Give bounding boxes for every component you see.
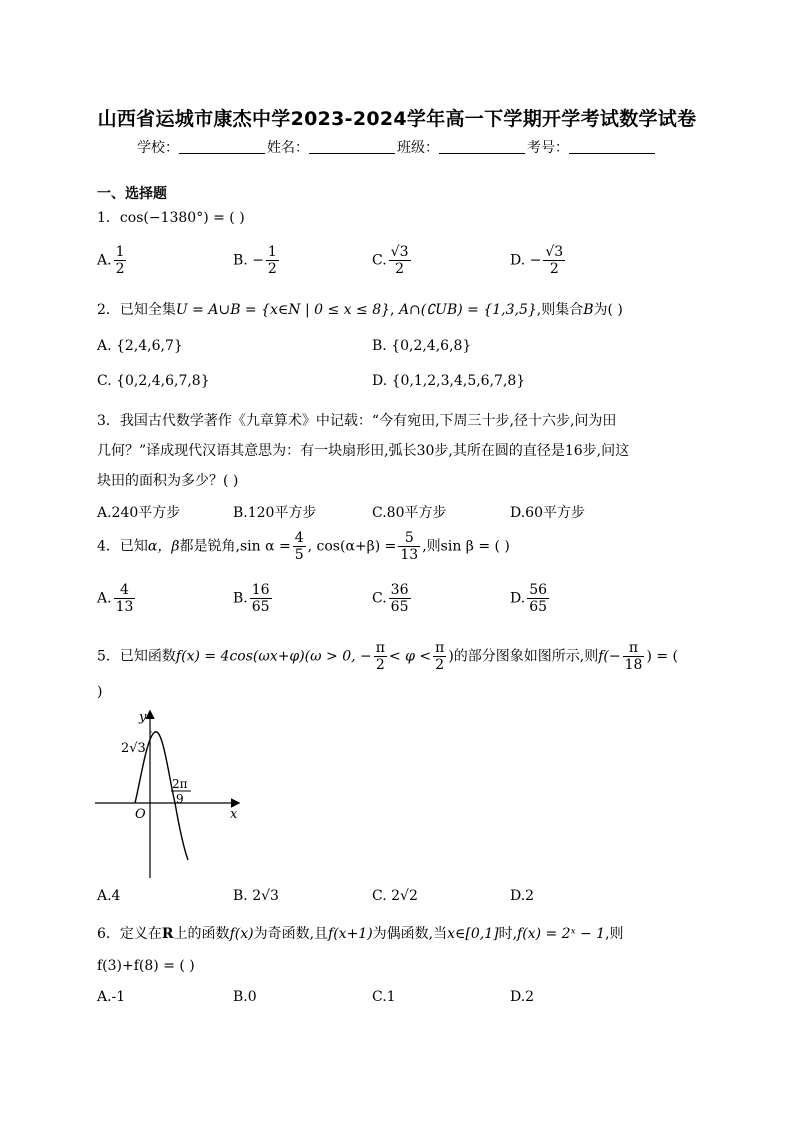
page-title: 山西省运城市康杰中学2023-2024学年高一下学期开学考试数学试卷 <box>97 108 697 130</box>
question-6-line-1 <box>97 923 624 943</box>
q4-ask: sin β = ( ) <box>440 538 510 555</box>
option-label: B. <box>233 590 248 607</box>
q4-cos-sum: , cos(α+β) = <box>307 538 397 555</box>
numerator: π <box>623 640 645 657</box>
option-label: A. <box>97 590 112 607</box>
name-label: 姓名： <box>267 140 309 156</box>
q5-stem-b: )的部分图象如图所示,则 <box>448 648 599 665</box>
option-label: C. <box>372 252 387 269</box>
q6-stem: 6．定义在 <box>97 926 162 942</box>
denominator: 13 <box>115 599 134 615</box>
option-label: C. <box>372 590 387 607</box>
denominator: 2 <box>115 261 125 277</box>
denominator: 13 <box>400 547 419 563</box>
q6-domain: x∈[0,1] <box>447 926 499 942</box>
option-value: 2√3 <box>252 888 279 904</box>
numerator: 5 <box>398 530 420 547</box>
q6-stem-e: 时, <box>498 926 518 942</box>
question-6-line-2: f(3)+f(8) = ( ) <box>97 958 195 974</box>
origin-label: O <box>135 807 146 822</box>
q3-option-b[interactable]: B.120平方步 <box>233 505 317 521</box>
tick-numerator: 2π <box>172 777 188 791</box>
q6-stem-d: 为偶函数,当 <box>372 926 448 942</box>
fraction <box>250 582 272 615</box>
peak-label: 2√3 <box>121 741 146 756</box>
q2-stem-b: ,则集合 <box>536 302 584 318</box>
class-label: 班级： <box>397 140 439 156</box>
numerator: π <box>435 640 445 656</box>
q2-number: 2． <box>97 302 120 318</box>
denominator: 2 <box>435 657 445 673</box>
option-label: D. − <box>510 252 542 269</box>
section-heading: 一、选择题 <box>97 186 167 202</box>
option-label: D. <box>510 590 526 607</box>
q4-option-d[interactable] <box>510 582 551 615</box>
school-blank[interactable] <box>179 139 265 154</box>
q5-number: 5． <box>97 648 120 665</box>
q4-option-a[interactable] <box>97 582 137 615</box>
q2-stem-c: 为( ) <box>593 302 623 318</box>
question-3-line-1: 3．我国古代数学著作《九章算术》中记载：“今有宛田,下周三十步,径十六步,问为田 <box>97 413 617 429</box>
denominator: 2 <box>395 261 405 277</box>
q6-definition: f(x) = 2ˣ − 1 <box>517 926 606 942</box>
option-label: B. <box>233 888 248 904</box>
q6-fx: f(x) <box>229 926 254 942</box>
denominator: 65 <box>529 599 548 615</box>
q6-option-c[interactable]: C.1 <box>372 989 396 1005</box>
fraction <box>389 582 411 615</box>
numerator: 4 <box>114 582 136 599</box>
fraction <box>433 640 446 673</box>
student-info-line <box>0 137 794 157</box>
q5-graph <box>95 708 255 878</box>
fraction <box>293 530 306 563</box>
q4-option-b[interactable] <box>233 582 274 615</box>
numerator: 1 <box>115 244 125 260</box>
q3-option-d[interactable]: D.60平方步 <box>510 505 585 521</box>
q6-stem-c: 为奇函数,且 <box>253 926 329 942</box>
fraction <box>398 530 420 563</box>
name-blank[interactable] <box>309 139 395 154</box>
numerator: √3 <box>545 244 564 260</box>
question-2: 2．已知全集U = A∪B = {x∈N | 0 ≤ x ≤ 8}, A∩(∁UB) = {1,3,5},则集合B为( ) <box>97 302 623 318</box>
option-label: A. <box>97 252 112 269</box>
q3-option-a[interactable]: A.240平方步 <box>97 505 181 521</box>
question-4 <box>97 530 510 563</box>
fraction <box>114 582 136 615</box>
q5-ask-b: ) = ( <box>646 648 678 665</box>
denominator: 2 <box>267 261 277 277</box>
numerator: √3 <box>390 244 409 260</box>
numerator: π <box>375 640 385 656</box>
q6-real-set: R <box>161 926 174 942</box>
q2-var: B <box>583 302 594 318</box>
fraction <box>114 244 127 277</box>
q1-stem: cos(−1380°) = ( ) <box>119 210 245 226</box>
q1-option-b[interactable] <box>233 244 281 277</box>
fraction <box>527 582 549 615</box>
q5-function: f(x) = 4cos(ωx+φ)(ω > 0, − <box>175 648 372 665</box>
class-blank[interactable] <box>439 139 525 154</box>
q5-close-paren: ) <box>97 684 103 700</box>
denominator: 18 <box>624 657 643 673</box>
q5-ineq: < φ < <box>388 648 432 665</box>
q4-stem-c: ,则 <box>422 538 441 555</box>
q4-number: 4． <box>97 538 120 555</box>
q2-intersection: A∩(∁UB) = {1,3,5} <box>398 302 537 318</box>
q1-option-d[interactable] <box>510 244 567 277</box>
q2-option-c[interactable]: C. {0,2,4,6,7,8} <box>97 373 210 389</box>
numerator: 56 <box>529 582 548 598</box>
q6-option-b[interactable]: B.0 <box>233 989 257 1005</box>
q5-option-d[interactable]: D.2 <box>510 888 535 904</box>
y-axis-label: y <box>139 710 147 725</box>
fraction <box>374 640 387 673</box>
tick-denominator: 9 <box>176 792 184 806</box>
question-1 <box>97 207 245 227</box>
numerator: 16 <box>251 582 270 598</box>
denominator: 65 <box>390 599 409 615</box>
q1-number: 1． <box>97 210 120 226</box>
q5-stem: 已知函数 <box>119 648 176 665</box>
q4-stem-b: 都是锐角, <box>179 538 240 555</box>
q6-stem-f: ,则 <box>605 926 624 942</box>
question-3-line-3: 块田的面积为多少？( ) <box>97 473 239 489</box>
numerator: 1 <box>267 244 277 260</box>
q5-ask: f(− <box>598 648 621 665</box>
fraction <box>623 640 645 673</box>
fraction <box>266 244 279 277</box>
q6-fx1: f(x+1) <box>328 926 373 942</box>
numerator: 4 <box>294 530 304 546</box>
fraction <box>543 244 565 277</box>
school-label: 学校： <box>137 140 179 156</box>
number-blank[interactable] <box>569 139 655 154</box>
q4-stem: 已知 <box>119 538 148 555</box>
q1-option-c[interactable] <box>372 244 413 277</box>
option-value: 2√2 <box>391 888 418 904</box>
q2-option-a[interactable]: A. {2,4,6,7} <box>97 338 183 354</box>
denominator: 2 <box>549 261 559 277</box>
q1-option-a[interactable] <box>97 244 128 277</box>
q2-stem: 已知全集 <box>119 302 176 318</box>
q5-option-a[interactable]: A.4 <box>97 888 121 904</box>
option-label: B. − <box>233 252 264 269</box>
q5-option-b[interactable] <box>233 888 279 904</box>
denominator: 2 <box>375 657 385 673</box>
q4-sin-alpha: sin α = <box>239 538 291 555</box>
numerator: 36 <box>390 582 409 598</box>
q6-option-d[interactable]: D.2 <box>510 989 535 1005</box>
question-5 <box>97 640 678 673</box>
q6-stem-b: 上的函数 <box>173 926 230 942</box>
denominator: 5 <box>294 547 304 563</box>
q3-option-c[interactable]: C.80平方步 <box>372 505 447 521</box>
fraction <box>389 244 411 277</box>
x-axis-label: x <box>230 807 238 822</box>
q4-option-c[interactable] <box>372 582 413 615</box>
denominator: 65 <box>251 599 270 615</box>
q4-vars: α，β <box>147 538 180 555</box>
q2-option-d[interactable]: D. {0,1,2,3,4,5,6,7,8} <box>372 373 526 389</box>
option-label: C. <box>372 888 387 904</box>
question-3-line-2: 几何？”译成现代汉语其意思为：有一块扇形田,弧长30步,其所在圆的直径是16步,问这 <box>97 443 630 459</box>
number-label: 考号： <box>527 140 569 156</box>
q6-option-a[interactable]: A.-1 <box>97 989 126 1005</box>
q5-option-c[interactable] <box>372 888 418 904</box>
q2-option-b[interactable]: B. {0,2,4,6,8} <box>372 338 472 354</box>
q2-universal-set: U = A∪B = {x∈N | 0 ≤ x ≤ 8} <box>175 302 391 318</box>
